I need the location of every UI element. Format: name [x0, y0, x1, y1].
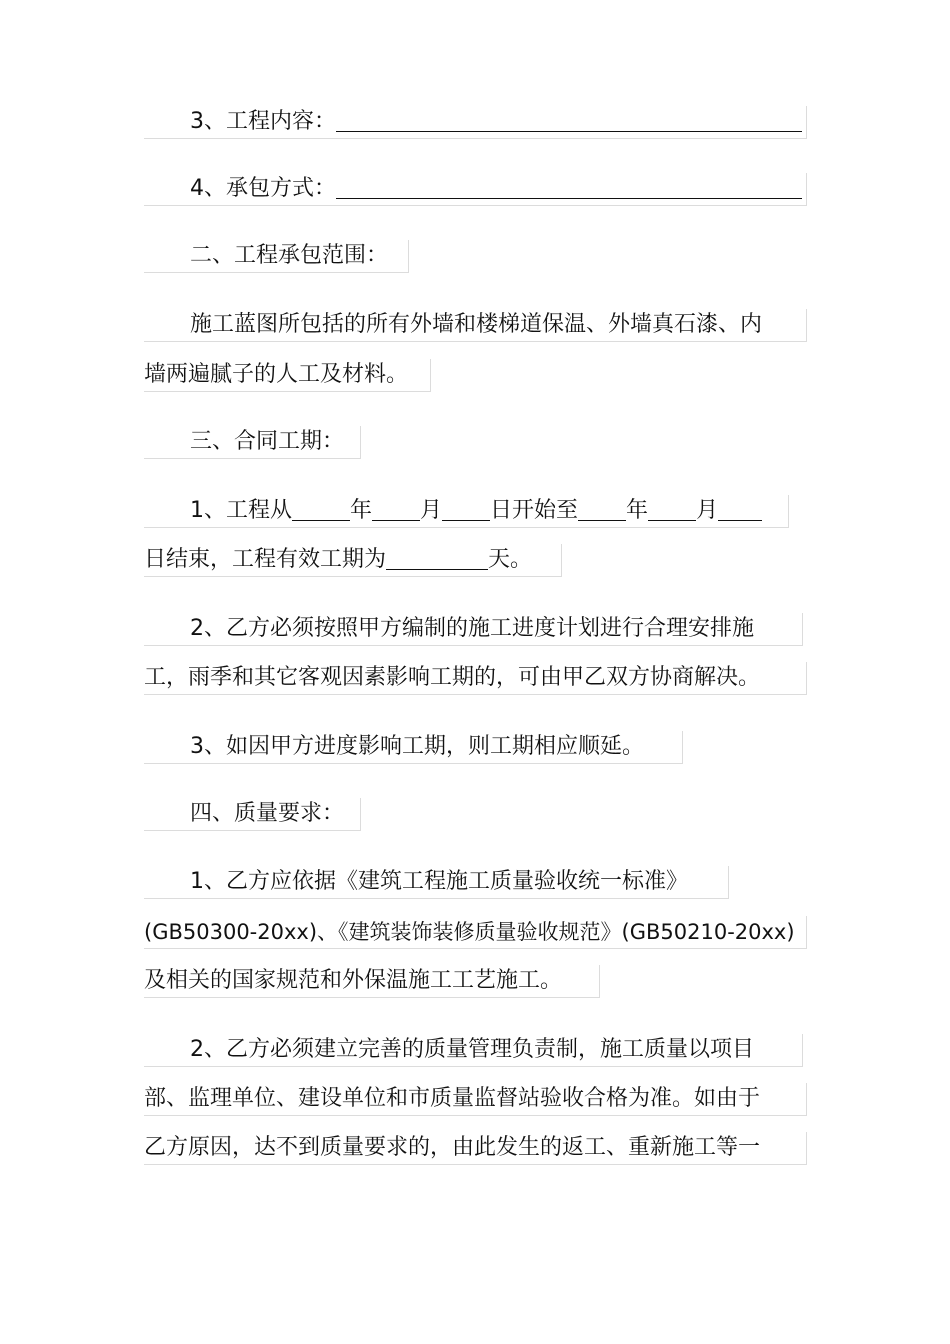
quality-item-2-line-3: 乙方原因，达不到质量要求的，由此发生的返工、重新施工等一: [144, 1132, 807, 1165]
item-project-content: [144, 106, 807, 139]
period-item-3: 3、如因甲方进度影响工期，则工期相应顺延。: [144, 731, 683, 764]
period-to-label: 日开始至: [490, 498, 579, 523]
blank-project-content[interactable]: [336, 109, 802, 132]
period-item-2-line-2: 工，雨季和其它客观因素影响工期的，可由甲乙双方协商解决。: [144, 662, 807, 695]
month-label: 月: [420, 498, 443, 523]
blank-end-day[interactable]: [718, 498, 762, 521]
quality-item-2-line-1: 2、乙方必须建立完善的质量管理负责制，施工质量以项目: [144, 1034, 803, 1067]
days-label: 天。: [488, 547, 533, 572]
quality-item-1-line-2: (GB50300-20xx)、《建筑装饰装修质量验收规范》(GB50210-20xx): [144, 916, 807, 949]
period-end-label: 日结束，工程有效工期为: [144, 547, 387, 572]
blank-start-day[interactable]: [442, 498, 490, 521]
period-from-label: 1、工程从: [190, 498, 292, 523]
heading-quality: 四、质量要求：: [144, 798, 361, 831]
scope-text-line-2: 墙两遍腻子的人工及材料。: [144, 359, 431, 392]
label-contract-method: 4、承包方式：: [190, 176, 336, 201]
blank-start-year[interactable]: [292, 498, 350, 521]
year-label: 年: [626, 498, 649, 523]
heading-period: 三、合同工期：: [144, 426, 361, 459]
label-project-content: 3、工程内容：: [190, 109, 336, 134]
blank-contract-method[interactable]: [336, 176, 802, 199]
quality-item-1-line-1: 1、乙方应依据《建筑工程施工质量验收统一标准》: [144, 866, 729, 899]
month-label: 月: [696, 498, 719, 523]
period-item-1-line-1: [144, 495, 789, 528]
blank-end-month[interactable]: [648, 498, 696, 521]
blank-duration-days[interactable]: [386, 547, 488, 570]
quality-item-2-line-2: 部、监理单位、建设单位和市质量监督站验收合格为准。如由于: [144, 1083, 807, 1116]
heading-scope: 二、工程承包范围：: [144, 240, 409, 273]
item-contract-method: [144, 173, 807, 206]
quality-item-1-line-3: 及相关的国家规范和外保温施工工艺施工。: [144, 965, 600, 998]
blank-end-year[interactable]: [578, 498, 626, 521]
period-item-2-line-1: 2、乙方必须按照甲方编制的施工进度计划进行合理安排施: [144, 613, 803, 646]
blank-start-month[interactable]: [372, 498, 420, 521]
scope-text-line-1: 施工蓝图所包括的所有外墙和楼梯道保温、外墙真石漆、内: [144, 309, 807, 342]
year-label: 年: [350, 498, 373, 523]
period-item-1-line-2: [144, 544, 562, 577]
